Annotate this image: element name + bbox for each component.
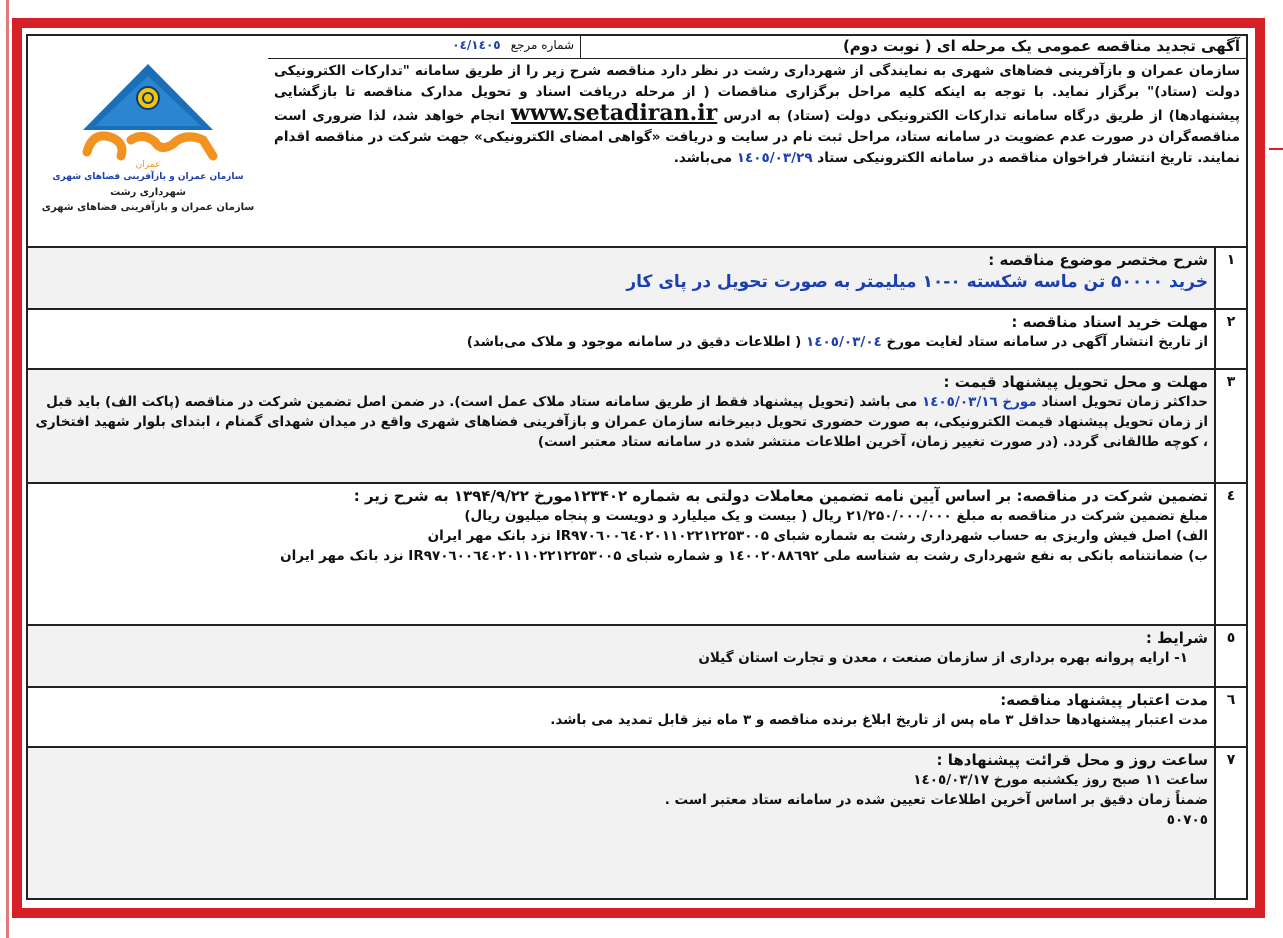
section-content — [28, 626, 1214, 686]
section-row-1 — [28, 248, 1246, 310]
ref-label: شماره مرجع — [510, 38, 574, 52]
logo-brand-text: عمران — [135, 160, 161, 170]
body-text: حداکثر زمان تحویل اسناد — [1041, 394, 1208, 410]
intro-paragraph — [268, 59, 1246, 171]
section-number: ۱ — [1214, 248, 1246, 308]
section-number: ٦ — [1214, 688, 1246, 746]
section-body — [34, 332, 1208, 352]
deadline-date: ۱٤۰٥/۰۳/۰٤ — [806, 334, 882, 350]
publish-date: ۱٤۰٥/۰۳/۲۹ — [736, 150, 813, 166]
logo-org-line-2: سازمان عمران و بازآفرینی فضاهای شهری — [41, 202, 255, 213]
section-content — [28, 370, 1214, 482]
section-row-7 — [28, 748, 1246, 898]
notice-code: ٥۰۷۰٥ — [1166, 812, 1208, 828]
intro-part1: سازمان عمران و بازآفرینی فضاهای شهری به نمایندگی از شهرداری رشت در نظر دارد مناقصه شرح زیر را از طریق سامانه "تدارکات الکترونیکی دولت (ستاد)" برگزار نماید. با توجه به اینکه کلیه مراحل برگزاری مناقصات ( از مرحله دریافت اسناد و تحویل مدارک مناقصه تا بازگشایی پیشنهادها) از طریق درگاه سامانه تدارکات الکترونیکی دولت (ستاد) به ادرس — [274, 63, 1240, 124]
intro-part2: انجام خواهد شد، لذا ضروری است مناقصه‌گران در صورت عدم عضویت در سامانه ستاد، مراحل ثبت نام در سایت و دریافت «گواهی امضای الکترونیکی» جهت شرکت در مناقصه اقدام نمایند. تاریخ انتشار فراخوان مناقصه در سامانه الکترونیکی ستاد — [274, 108, 1240, 166]
section-number: ۲ — [1214, 310, 1246, 368]
section-row-3 — [28, 370, 1246, 484]
guarantee-option-b: ب) ضمانتنامه بانکی به نفع شهرداری رشت به شناسه ملی ۱٤۰۰۲۰۸۸٦۹۲ و شماره شبای IR۹۷۰٦۰۰٦٤۰۲۰۱۱۰۲۲۱۲۲۵۳۰۰۵ نزد بانک مهر ایران — [280, 548, 1208, 564]
section-row-4 — [28, 484, 1246, 626]
section-heading: شرایط : — [1145, 629, 1208, 647]
tender-notice — [26, 34, 1248, 900]
section-row-5 — [28, 626, 1246, 688]
notice-header — [28, 36, 1246, 248]
body-text: می باشد (تحویل پیشنهاد فقط از طریق سامانه ستاد ملاک عمل است). در ضمن اصل تضمین شرکت در مناقصه (پاکت الف) باید قبل از زمان تحویل پیشنهاد قیمت الکترونیکی، به صورت حضوری تحویل دبیرخانه سازمان عمران و بازآفرینی فضاهای شهری واقع در میدان شهدای گمنام ، ابتدای بلوار شهید افتخاری ، کوچه طالقانی گردد. (در صورت تغییر زمان، آخرین اطلاعات منتشر شده در سامانه ستاد معتبر است) — [35, 394, 1208, 450]
guarantee-option-a: الف) اصل فیش واریزی به حساب شهرداری رشت به شماره شبای IR۹۷۰٦۰۰٦٤۰۲۰۱۱۰۲۲۱۲۲۵۳۰۰۵ نزد بانک مهر ایران — [427, 528, 1208, 544]
section-body: مدت اعتبار پیشنهادها حداقل ۳ ماه پس از تاریخ ابلاغ برنده مناقصه و ۳ ماه نیز قابل تمدید می باشد. — [550, 712, 1208, 728]
guarantee-amount: مبلغ تضمین شرکت در مناقصه به مبلغ ۲۱/۲۵۰/۰۰۰/۰۰۰ ریال ( بیست و یک میلیارد و دویست و پنجاه میلیون ریال) — [464, 508, 1208, 524]
section-number: ٤ — [1214, 484, 1246, 624]
section-content — [28, 748, 1214, 898]
body-text: از تاریخ انتشار آگهی در سامانه ستاد لغایت مورخ — [886, 334, 1208, 350]
condition-item: ۱- ارایه پروانه بهره برداری از سازمان صنعت ، معدن و تجارت استان گیلان — [698, 650, 1188, 666]
ref-value: ۱٤۰٥/۰٤ — [452, 38, 501, 52]
opening-time: ساعت ۱۱ صبح روز یکشنبه مورخ ۱٤۰٥/۰۳/۱۷ — [913, 772, 1208, 788]
section-number: ٥ — [1214, 626, 1246, 686]
header-main — [268, 36, 1246, 246]
reference-number — [268, 36, 580, 58]
logo-city-line: شهرداری رشت — [110, 187, 186, 198]
notice-title: آگهی تجدید مناقصه عمومی یک مرحله ای ( نوبت دوم) — [580, 36, 1246, 58]
section-number: ۳ — [1214, 370, 1246, 482]
section-row-6 — [28, 688, 1246, 748]
omran-logo-icon — [73, 60, 223, 170]
section-heading: تضمین شرکت در مناقصه: بر اساس آیین نامه تضمین معاملات دولتی به شماره ۱۲۳۴۰۲مورخ ۱۳۹۴/۹/۲۲ به شرح زیر : — [353, 487, 1208, 505]
intro-end: می‌باشد. — [673, 150, 733, 166]
section-content — [28, 688, 1214, 746]
left-edge-line — [6, 0, 9, 938]
header-top-bar — [268, 36, 1246, 59]
section-heading: مهلت خرید اسناد مناقصه : — [1011, 313, 1208, 331]
section-heading: ساعت روز و محل قرائت پیشنهادها : — [936, 751, 1208, 769]
section-body — [34, 392, 1208, 452]
omran-logo — [28, 36, 268, 246]
section-content — [28, 310, 1214, 368]
section-heading: شرح مختصر موضوع مناقصه : — [988, 251, 1208, 269]
section-number: ۷ — [1214, 748, 1246, 898]
section-content — [28, 248, 1214, 308]
section-heading: مهلت و محل تحویل پیشنهاد قیمت : — [943, 373, 1208, 391]
tender-subject: خرید ۵۰۰۰۰ تن ماسه شکسته ۰-۱۰ میلیمتر به صورت تحویل در پای کار — [626, 272, 1208, 292]
section-row-2 — [28, 310, 1246, 370]
deadline-date: مورخ ۱٤۰٥/۰۳/۱٦ — [921, 394, 1037, 410]
section-heading: مدت اعتبار پیشنهاد مناقصه: — [1000, 691, 1208, 709]
opening-note: ضمناً زمان دقیق بر اساس آخرین اطلاعات تعیین شده در سامانه ستاد معتبر است . — [664, 792, 1208, 808]
section-content — [28, 484, 1214, 624]
setadiran-link[interactable]: www.setadiran.ir — [510, 100, 718, 126]
right-edge-dash — [1269, 148, 1283, 150]
body-text: ( اطلاعات دقیق در سامانه موجود و ملاک می‌باشد) — [466, 334, 802, 350]
logo-org-line: سازمان عمران و بازآفرینی فضاهای شهری — [52, 172, 244, 182]
